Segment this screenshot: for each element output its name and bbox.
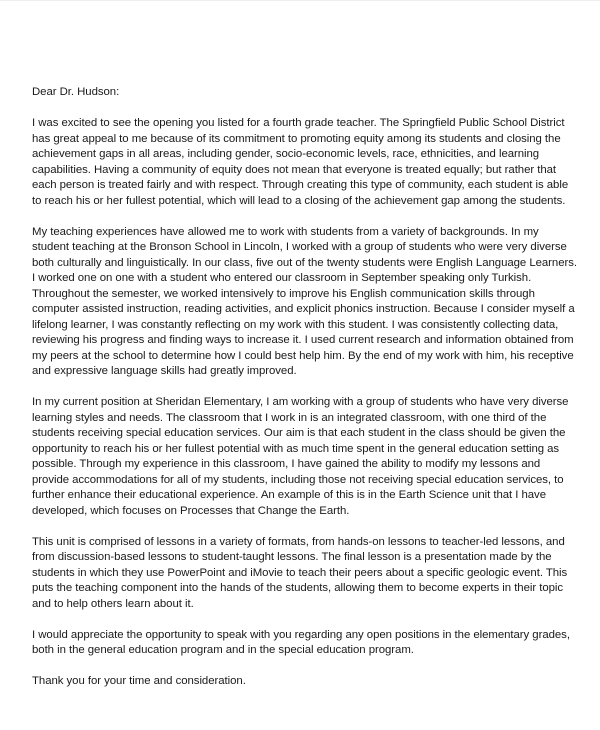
paragraph-unit-description: This unit is comprised of lessons in a variety of formats, from hands-on lessons to teacher-led lessons, and from discussion-based lessons to student-taught lessons. The final lesson is a presentation made by the students in which they use PowerPoint and iMovie to teach their peers about a specific geologic event. This puts the teaching component into the hands of the students, allowing them to become experts in their topic and to help others learn about it. [32, 535, 568, 610]
cover-letter [32, 85, 577, 705]
paragraph-intro: I was excited to see the opening you listed for a fourth grade teacher. The Springfield Public School District has great appeal to me because of its commitment to promoting equity among its students and closing the achievement gaps in all areas, including gender, socio-economic levels, race, ethnicities, and learning capabilities. Having a community of equity does not mean that everyone is treated equally; but rather that each person is treated fairly and with respect. Through creating this type of community, each student is able to reach his or her fullest potential, which will lead to a closing of the achievement gap among the students. [32, 117, 569, 207]
paragraph-closing: Thank you for your time and consideration. [32, 675, 246, 687]
salutation: Dear Dr. Hudson: [32, 86, 120, 98]
paragraph-teaching-experience: My teaching experiences have allowed me to work with students from a variety of backgrounds. In my student teaching at the Bronson School in Lincoln, I worked with a group of students who were very diverse both culturally and linguistically. In our class, five out of the twenty students were English Language Learners. I worked one on one with a student who entered our classroom in September speaking only Turkish. Throughout the semester, we worked intensively to improve his English communication skills through computer assisted instruction, reading activities, and explicit phonics instruction. Because I consider myself a lifelong learner, I was constantly reflecting on my work with this student. I was consistently collecting data, reviewing his progress and finding ways to increase it. I used current research and information obtained from my peers at the school to determine how I could best help him. By the end of my work with him, his receptive and expressive language skills had greatly improved. [32, 225, 578, 377]
paragraph-current-position: In my current position at Sheridan Elementary, I am working with a group of students who have very diverse learning styles and needs. The classroom that I work in is an integrated classroom, with one third of the students receiving special education services. Our aim is that each student in the class should be given the opportunity to reach his or her fullest potential with as much time spent in the general education setting as possible. Through my experience in this classroom, I have gained the ability to modify my lessons and provide accommodations for all of my students, including those not receiving special education services, to further enhance their educational experience. An example of this is in the Earth Science unit that I have developed, which focuses on Processes that Change the Earth. [32, 396, 569, 517]
paragraph-request: I would appreciate the opportunity to speak with you regarding any open positions in the elementary grades, both in the general education program and in the special education program. [32, 628, 570, 656]
